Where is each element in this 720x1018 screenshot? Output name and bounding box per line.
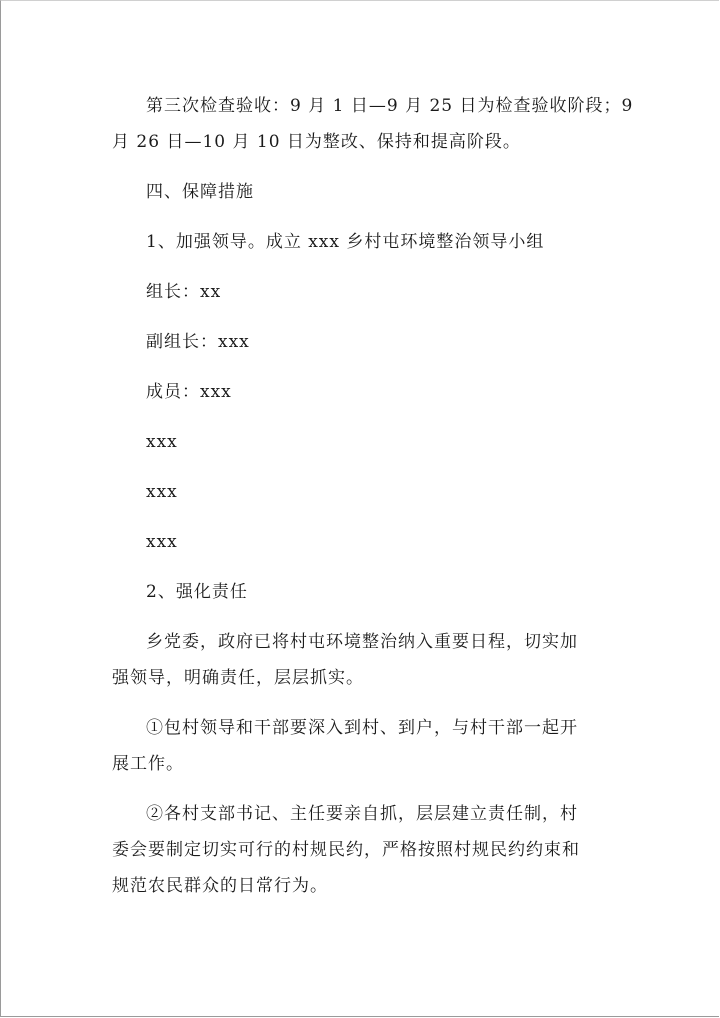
paragraph-member-2 xyxy=(112,474,612,510)
paragraph-inspection-phase xyxy=(112,88,634,160)
paragraph-item-2 xyxy=(112,796,612,904)
text-line: 规范农民群众的日常行为。 xyxy=(112,876,328,896)
heading-strengthen-responsibility xyxy=(112,574,612,610)
heading-safeguard-measures xyxy=(112,174,612,210)
paragraph-party-committee xyxy=(112,624,612,696)
text-line: 1、加强领导。成立 xxx 乡村屯环境整治领导小组 xyxy=(146,232,545,252)
text-line: 月 26 日—10 月 10 日为整改、保持和提高阶段。 xyxy=(112,132,521,152)
text-line: xxx xyxy=(146,432,178,452)
text-line: ②各村支部书记、主任要亲自抓，层层建立责任制，村 xyxy=(146,804,578,824)
paragraph-member-3 xyxy=(112,524,612,560)
paragraph-member-1 xyxy=(112,424,612,460)
paragraph-group-leader xyxy=(112,274,612,310)
text-line: 副组长：xxx xyxy=(146,332,250,352)
text-line: 委会要制定切实可行的村规民约，严格按照村规民约约束和 xyxy=(112,840,580,860)
paragraph-deputy-leader xyxy=(112,324,612,360)
paragraph-members xyxy=(112,374,612,410)
text-line: 四、保障措施 xyxy=(146,182,254,202)
paragraph-item-1 xyxy=(112,710,612,782)
text-line: 第三次检查验收：9 月 1 日—9 月 25 日为检查验收阶段；9 xyxy=(146,96,634,116)
text-line: 2、强化责任 xyxy=(146,582,248,602)
text-line: 组长：xx xyxy=(146,282,222,302)
text-line: ①包村领导和干部要深入到村、到户，与村干部一起开 xyxy=(146,718,578,738)
text-line: xxx xyxy=(146,482,178,502)
document-body xyxy=(112,88,634,918)
text-line: 乡党委，政府已将村屯环境整治纳入重要日程，切实加 xyxy=(146,632,578,652)
text-line: 强领导，明确责任，层层抓实。 xyxy=(112,668,364,688)
text-line: 成员：xxx xyxy=(146,382,232,402)
text-line: xxx xyxy=(146,532,178,552)
text-line: 展工作。 xyxy=(112,754,184,774)
paragraph-strengthen-leadership xyxy=(112,224,612,260)
